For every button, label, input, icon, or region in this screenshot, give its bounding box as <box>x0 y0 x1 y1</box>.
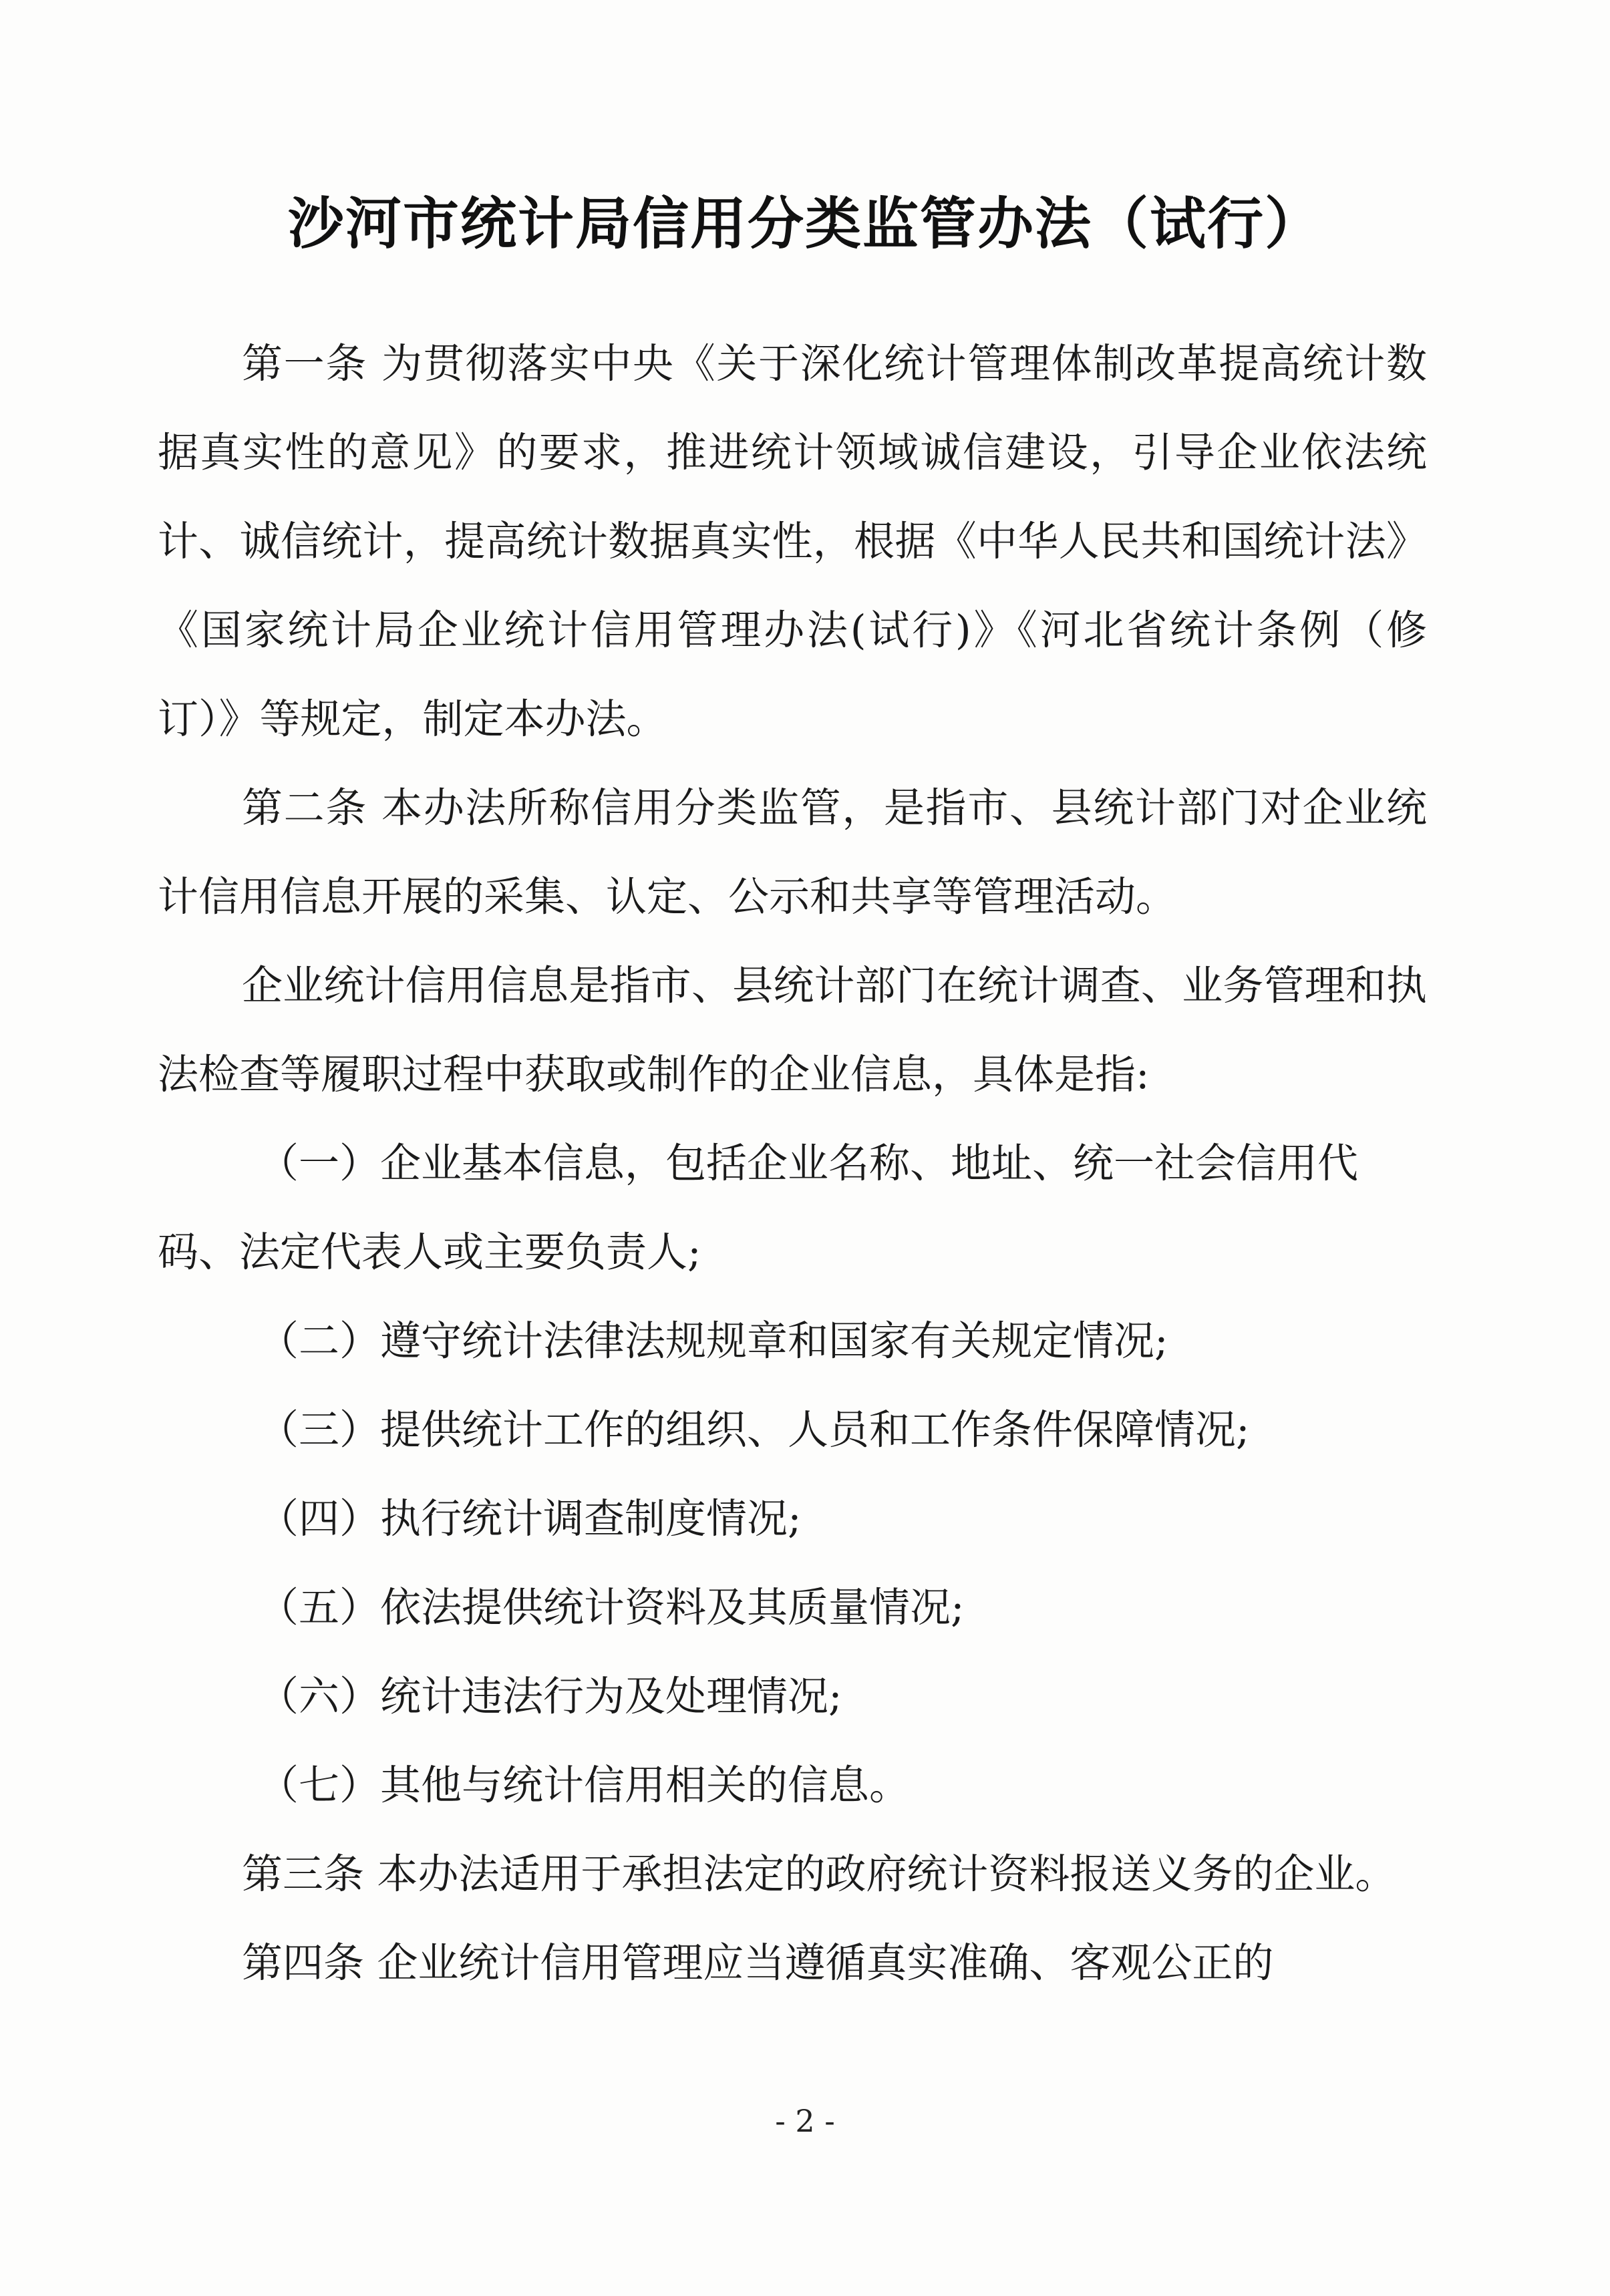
article-4-paragraph: 第四条 企业统计信用管理应当遵循真实准确、客观公正的 <box>242 1939 1274 1987</box>
list-item: （七）其他与统计信用相关的信息。 <box>258 1762 911 1809</box>
list-item: （四）执行统计调查制度情况; <box>258 1495 802 1542</box>
article-3-paragraph: 第三条 本办法适用于承担法定的政府统计资料报送义务的企业。 <box>242 1850 1396 1898</box>
page-number: - 2 - <box>775 2103 835 2139</box>
list-item: （二）遵守统计法律法规规章和国家有关规定情况; <box>258 1317 1168 1365</box>
credit-info-definition-paragraph: 企业统计信用信息是指市、县统计部门在统计调查、业务管理和执法检查等履职过程中获取或制作的企业信息，具体是指: <box>158 962 1427 1098</box>
list-item: （三）提供统计工作的组织、人员和工作条件保障情况; <box>258 1406 1250 1454</box>
list-item: （六）统计违法行为及处理情况; <box>258 1673 842 1720</box>
list-item: （五）依法提供统计资料及其质量情况; <box>258 1584 965 1631</box>
document-title: 沙河市统计局信用分类监管办法（试行） <box>287 191 1322 257</box>
article-1-paragraph: 第一条 为贯彻落实中央《关于深化统计管理体制改革提高统计数据真实性的意见》的要求，推进统计领域诚信建设，引导企业依法统计、诚信统计，提高统计数据真实性，根据《中华人民共和国统计法》《国家统计局企业统计信用管理办法(试行)》《河北省统计条例（修订）》等规定，制定本办法。 <box>158 340 1427 743</box>
list-item: （一）企业基本信息，包括企业名称、地址、统一社会信用代码、法定代表人或主要负责人; <box>158 1140 1359 1276</box>
document-body <box>158 319 1427 2007</box>
article-2-paragraph: 第二条 本办法所称信用分类监管，是指市、县统计部门对企业统计信用信息开展的采集、认定、公示和共享等管理活动。 <box>158 784 1427 921</box>
